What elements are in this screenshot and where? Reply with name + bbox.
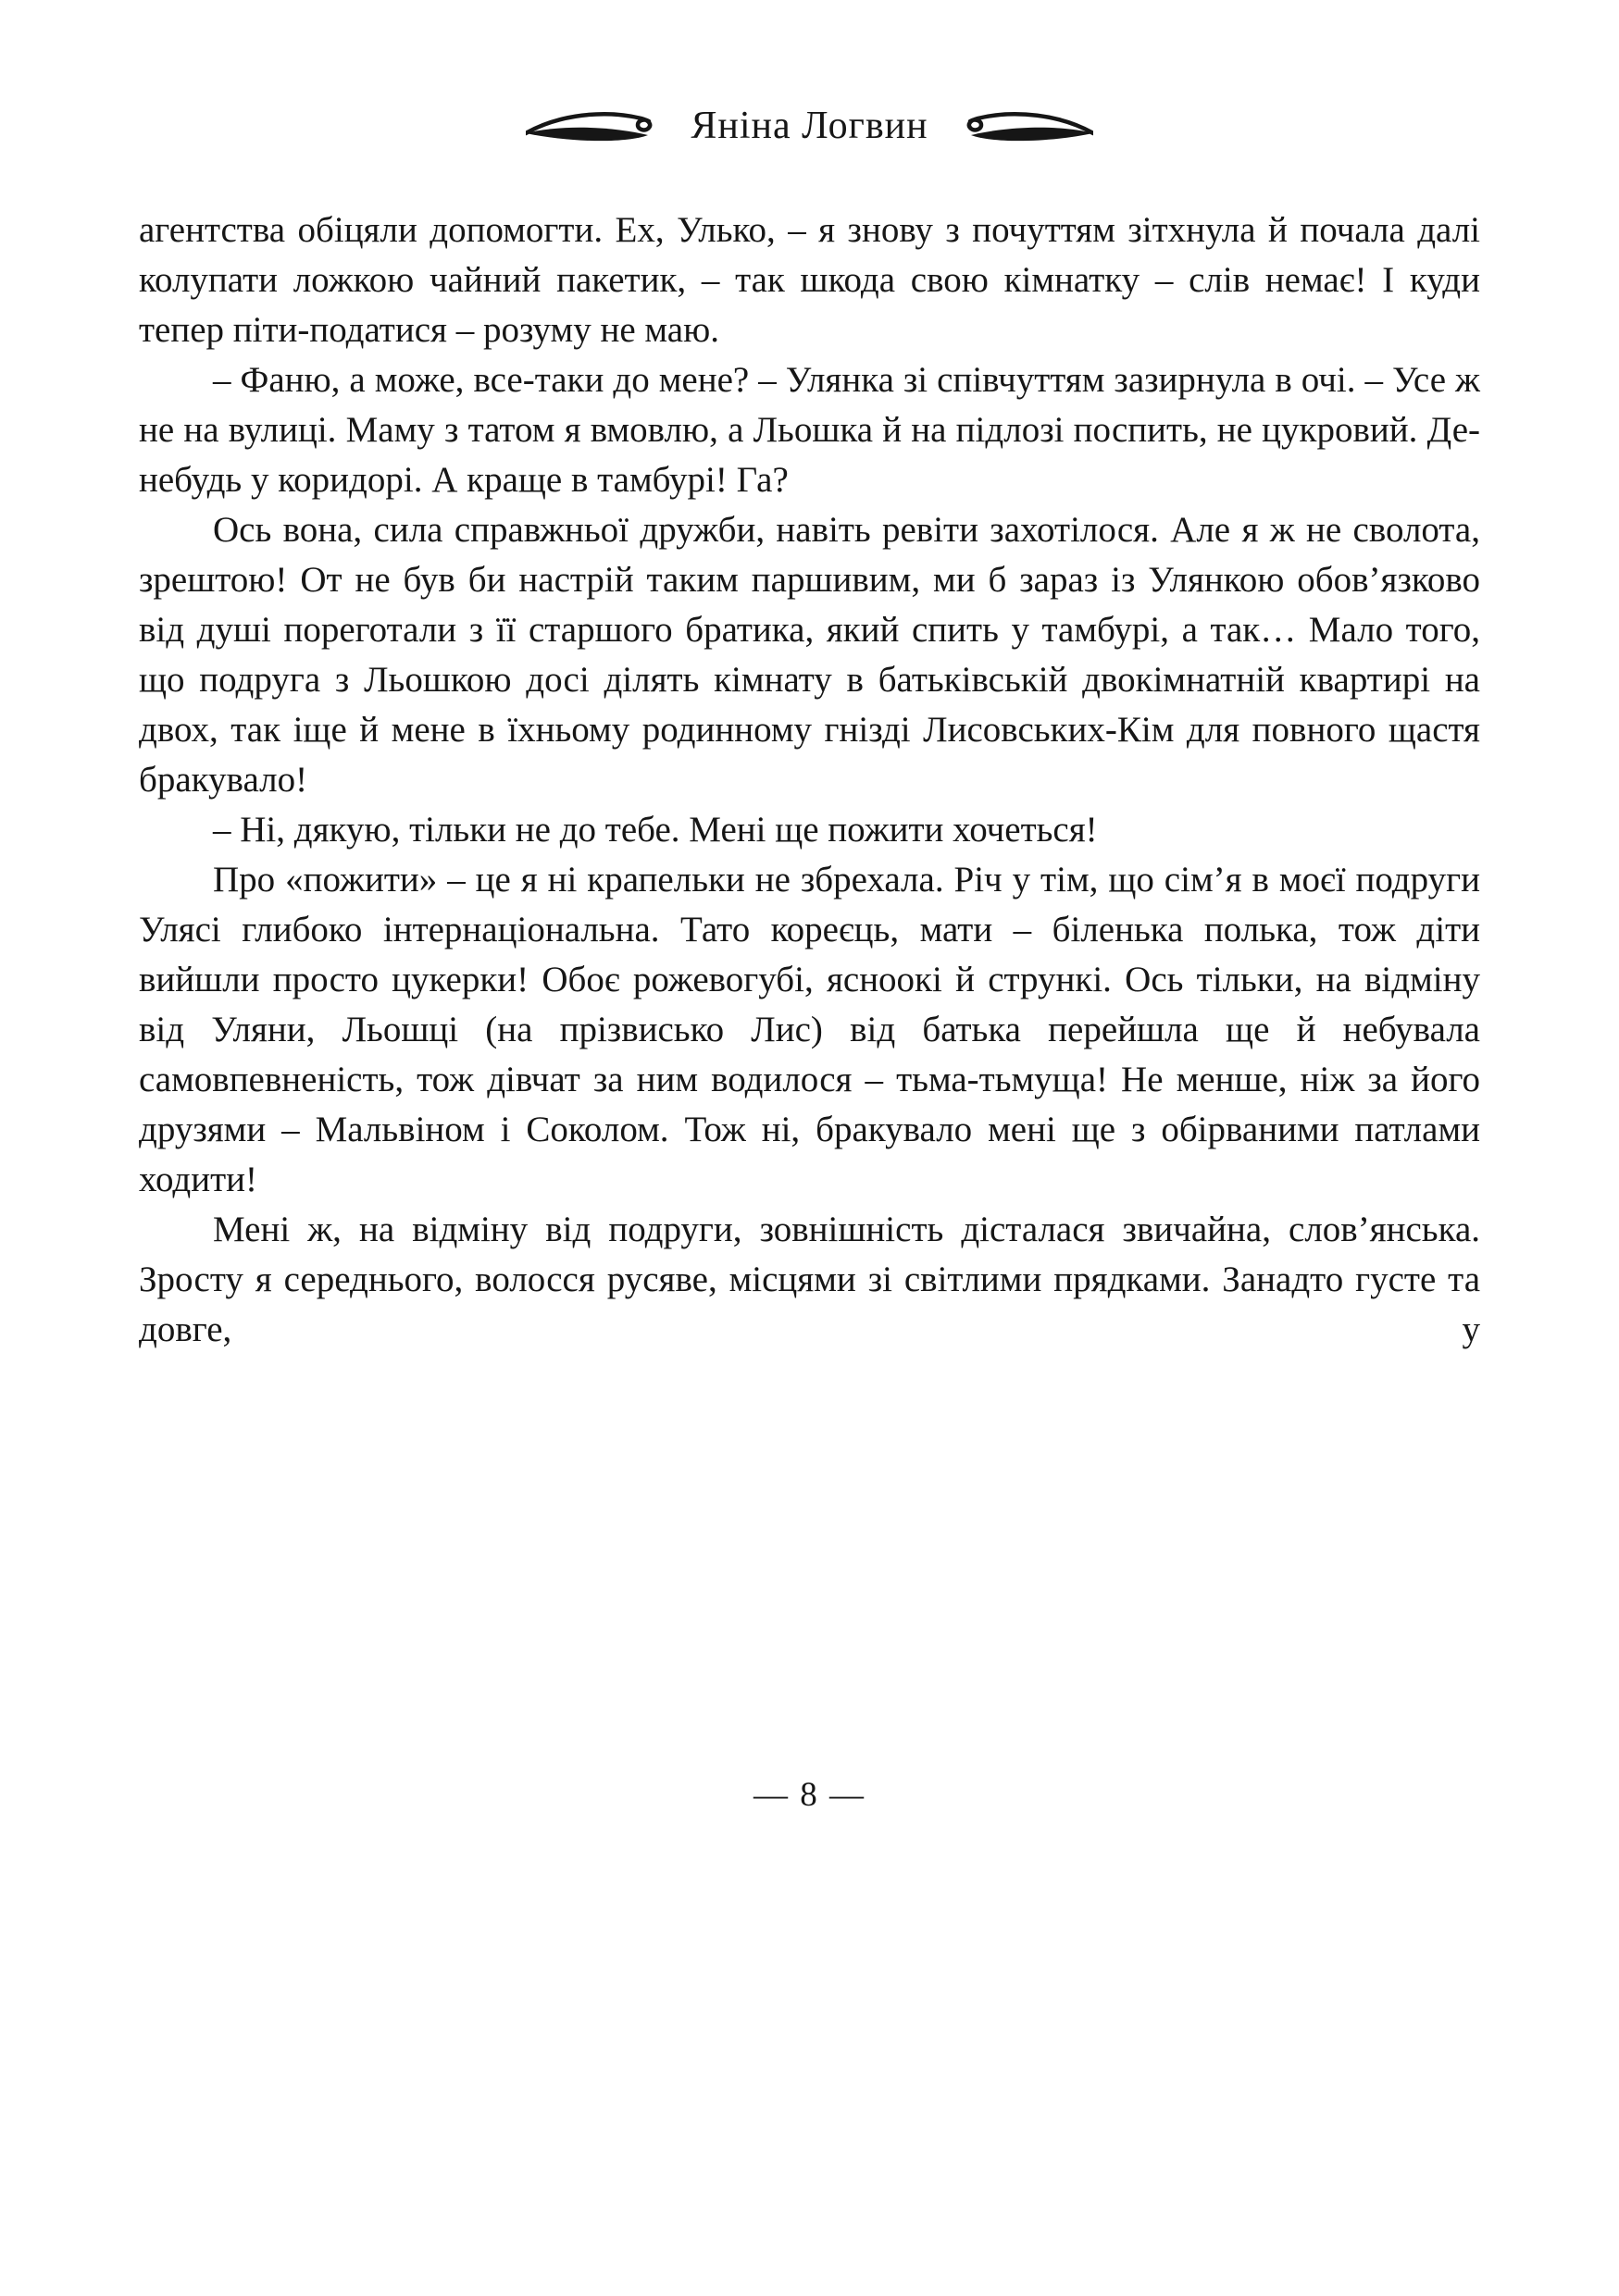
paragraph: агентства обіцяли допомогти. Ех, Улько, – я знову з почуттям зітхнула й почала далі колупати ложкою чайний пакетик, – так шкода свою кімнатку – слів немає! І куди тепер піти-податися – розуму не маю. [139,210,1480,350]
paragraph: Про «пожити» – це я ні крапельки не збрехала. Річ у тім, що сім’я в моєї подруги Улясі глибоко інтернаціональна. Тато кореєць, мати – біленька полька, тож діти вийшли просто цукерки! Обоє рожевогубі, ясноокі й стрункі. Ось тільки, на відміну від Уляни, Льошці (на прізвисько Лис) від батька перейшла ще й небувала самовпевненість, тож дівчат за ним водилося – тьма-тьмуща! Не менше, ніж за його друзями – Мальвіном і Соколом. Тож ні, бракувало мені ще з обірваними патлами ходити! [139,860,1480,1199]
author-title: Яніна Логвин [691,105,928,147]
flourish-right-icon [954,107,1093,144]
paragraph: – Фаню, а може, все-таки до мене? – Улянка зі співчуттям зазирнула в очі. – Усе ж не на вулиці. Маму з татом я вмовлю, а Льошка й на підлозі поспить, не цукровий. Де-небудь у коридорі. А краще в тамбурі! Га? [139,360,1480,500]
paragraph: Мені ж, на відміну від подруги, зовнішність дісталася звичайна, слов’янська. Зросту я середнього, волосся русяве, місцями зі світлими прядками. Занадто густе та довге, у [139,1210,1480,1349]
page-number: — 8 — [753,1776,866,1814]
paragraph: – Ні, дякую, тільки не до тебе. Мені ще пожити хочеться! [213,810,1098,850]
paragraph: Ось вона, сила справжньої дружби, навіть ревіти захотілося. Але я ж не сволота, зрештою! От не був би настрій таким паршивим, ми б зараз із Улянкою обов’язково від душі пореготали з її старшого братика, який спить у тамбурі, а так… Мало того, що подруга з Льошкою досі ділять кімнату в батьківській двокімнатній квартирі на двох, так іще й мене в їхньому родинному гнізді Лисовських-Кім для повного щастя бракувало! [139,510,1480,800]
body-text [0,205,1619,1355]
flourish-left-icon [526,107,665,144]
chapter-header [0,104,1619,148]
